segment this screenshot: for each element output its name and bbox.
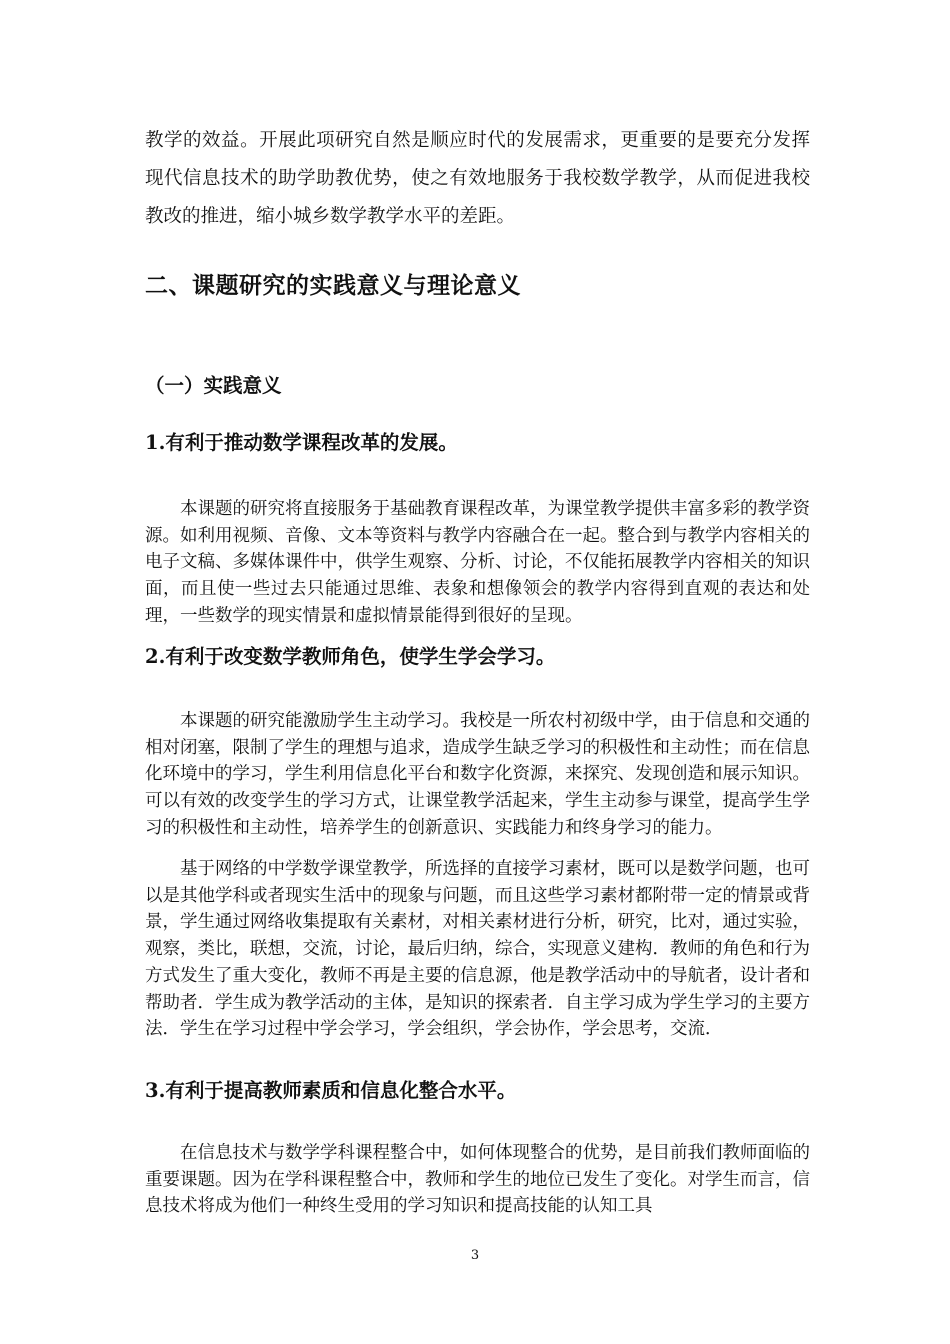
subsection-heading: （一）实践意义 <box>145 374 282 397</box>
point-heading-2: 2.有利于改变数学教师角色，使学生学会学习。 <box>145 645 556 668</box>
point-heading-1: 1.有利于推动数学课程改革的发展。 <box>145 431 458 454</box>
point-1-paragraph: 本课题的研究将直接服务于基础教育课程改革，为课堂教学提供丰富多彩的教学资源。如利用视频、音像、文本等资料与教学内容融合在一起。整合到与教学内容相关的电子文稿、多媒体课件中，供学生观察、分析、讨论，不仅能拓展教学内容相关的知识面，而且使一些过去只能通过思维、表象和想像领会的教学内容得到直观的表达和处理，一些数学的现实情景和虚拟情景能得到很好的呈现。 <box>145 499 810 626</box>
intro-paragraph: 教学的效益。开展此项研究自然是顺应时代的发展需求，更重要的是要充分发挥现代信息技术的助学助教优势，使之有效地服务于我校数学教学，从而促进我校教改的推进，缩小城乡数学教学水平的差距。 <box>145 130 810 227</box>
section-heading: 二、课题研究的实践意义与理论意义 <box>145 272 521 299</box>
point-3-paragraph: 在信息技术与数学学科课程整合中，如何体现整合的优势，是目前我们教师面临的重要课题。因为在学科课程整合中，教师和学生的地位已发生了变化。对学生而言，信息技术将成为他们一种终生受用的学习知识和提高技能的认知工具 <box>145 1143 810 1217</box>
point-heading-3: 3.有利于提高教师素质和信息化整合水平。 <box>145 1079 517 1102</box>
page-number: 3 <box>470 1248 480 1263</box>
point-2-paragraph-2: 基于网络的中学数学课堂教学，所选择的直接学习素材，既可以是数学问题，也可以是其他学科或者现实生活中的现象与问题，而且这些学习素材都附带一定的情景或背景，学生通过网络收集提取有关素材，对相关素材进行分析，研究，比对，通过实验，观察，类比，联想，交流，讨论，最后归纳，综合，实现意义建构．教师的角色和行为方式发生了重大变化，教师不再是主要的信息源，他是教学活动中的导航者，设计者和帮助者．学生成为教学活动的主体，是知识的探索者．自主学习成为学生学习的主要方法．学生在学习过程中学会学习，学会组织，学会协作，学会思考，交流． <box>145 859 810 1040</box>
point-2-paragraph-1: 本课题的研究能激励学生主动学习。我校是一所农村初级中学，由于信息和交通的相对闭塞，限制了学生的理想与追求，造成学生缺乏学习的积极性和主动性；而在信息化环境中的学习，学生利用信息化平台和数字化资源，来探究、发现创造和展示知识。可以有效的改变学生的学习方式，让课堂教学活起来，学生主动参与课堂，提高学生学习的积极性和主动性，培养学生的创新意识、实践能力和终身学习的能力。 <box>145 711 810 838</box>
